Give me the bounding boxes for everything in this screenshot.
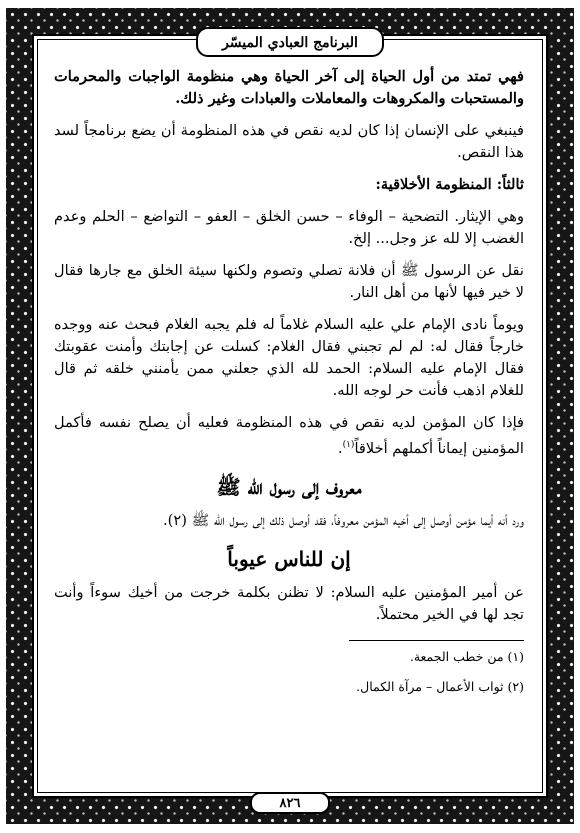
page-number-box bbox=[250, 792, 330, 814]
page-number: ٨٢٦ bbox=[279, 796, 301, 811]
section-title-maruf: معروف إلى رسول الله ﷺ bbox=[216, 474, 362, 499]
paragraph-6-text: فإذا كان المؤمن لديه نقص في هذه المنظومة فعليه أن يصلح نفسه فأكمل المؤمنين إيماناً أكملهم أخلاقاً bbox=[54, 414, 524, 457]
paragraph-7-text: ورد أنه أيما مؤمن أوصل إلى أخيه المؤمن معروفاً، فقد أوصل ذلك إلى رسول الله ﷺ bbox=[191, 511, 524, 529]
footnote-2: (٢) ثواب الأعمال – مرآة الكمال. bbox=[356, 678, 524, 694]
footnote-ref-1: (١) bbox=[342, 440, 355, 450]
paragraph-4: نقل عن الرسول ﷺ أن فلانة تصلي وتصوم ولكنها سيئة الخلق مع جارها فقال لا خير فيها لأنها من أهل النار. bbox=[54, 262, 524, 301]
footnote-ref-2: (٢) bbox=[167, 511, 187, 529]
page-body bbox=[54, 66, 524, 707]
footnote-1: (١) من خطب الجمعة. bbox=[409, 648, 524, 664]
paragraph-7: ورد أنه أيما مؤمن أوصل إلى أخيه المؤمن معروفاً، فقد أوصل ذلك إلى رسول الله ﷺ (٢). bbox=[163, 511, 524, 529]
footnote-divider bbox=[349, 640, 524, 641]
paragraph-2: فينبغي على الإنسان إذا كان لديه نقص في هذه المنظومة أن يضع برنامجاً لسد هذا النقص. bbox=[54, 122, 524, 161]
paragraph-8: عن أمير المؤمنين عليه السلام: لا تظنن بكلمة خرجت من أخيك سوءاً وأنت تجد لها في الخير محتملاً. bbox=[54, 583, 524, 623]
paragraph-5: ويوماً نادى الإمام علي عليه السلام غلاماً له فلم يجبه الغلام فبحث عنه ووجده خارجاً فقال له: لم لم تجبني فقال الغلام: كسلت عن إجابتك وأمنت عقوبتك فقال الإمام عليه السلام: الحمد لله الذي جعلني ممن يأمنني خلقه ثم قال للغلام اذهب فأنت حر لوجه الله. bbox=[54, 316, 524, 399]
section-title-uyub: إن للناس عيوباً bbox=[227, 546, 351, 571]
running-header bbox=[196, 27, 384, 57]
paragraph-1: فهي تمتد من أول الحياة إلى آخر الحياة وهي منظومة الواجبات والمحرمات والمستحبات والمكروهات والمعاملات والعبادات وغير ذلك. bbox=[54, 68, 524, 107]
section-heading-ethics: ثالثاً: المنظومة الأخلاقية: bbox=[375, 176, 524, 193]
header-title: البرنامج العبادي الميسّر bbox=[222, 35, 358, 51]
paragraph-3: وهي الإيثار. التضحية – الوفاء – حسن الخلق – العفو – التواضع – الحلم وعدم الغضب إلا لله عز وجل... إلخ. bbox=[54, 208, 524, 247]
paragraph-6: فإذا كان المؤمن لديه نقص في هذه المنظومة فعليه أن يصلح نفسه فأكمل المؤمنين إيماناً أكملهم أخلاقاً$^{(١)}$. bbox=[54, 414, 524, 457]
